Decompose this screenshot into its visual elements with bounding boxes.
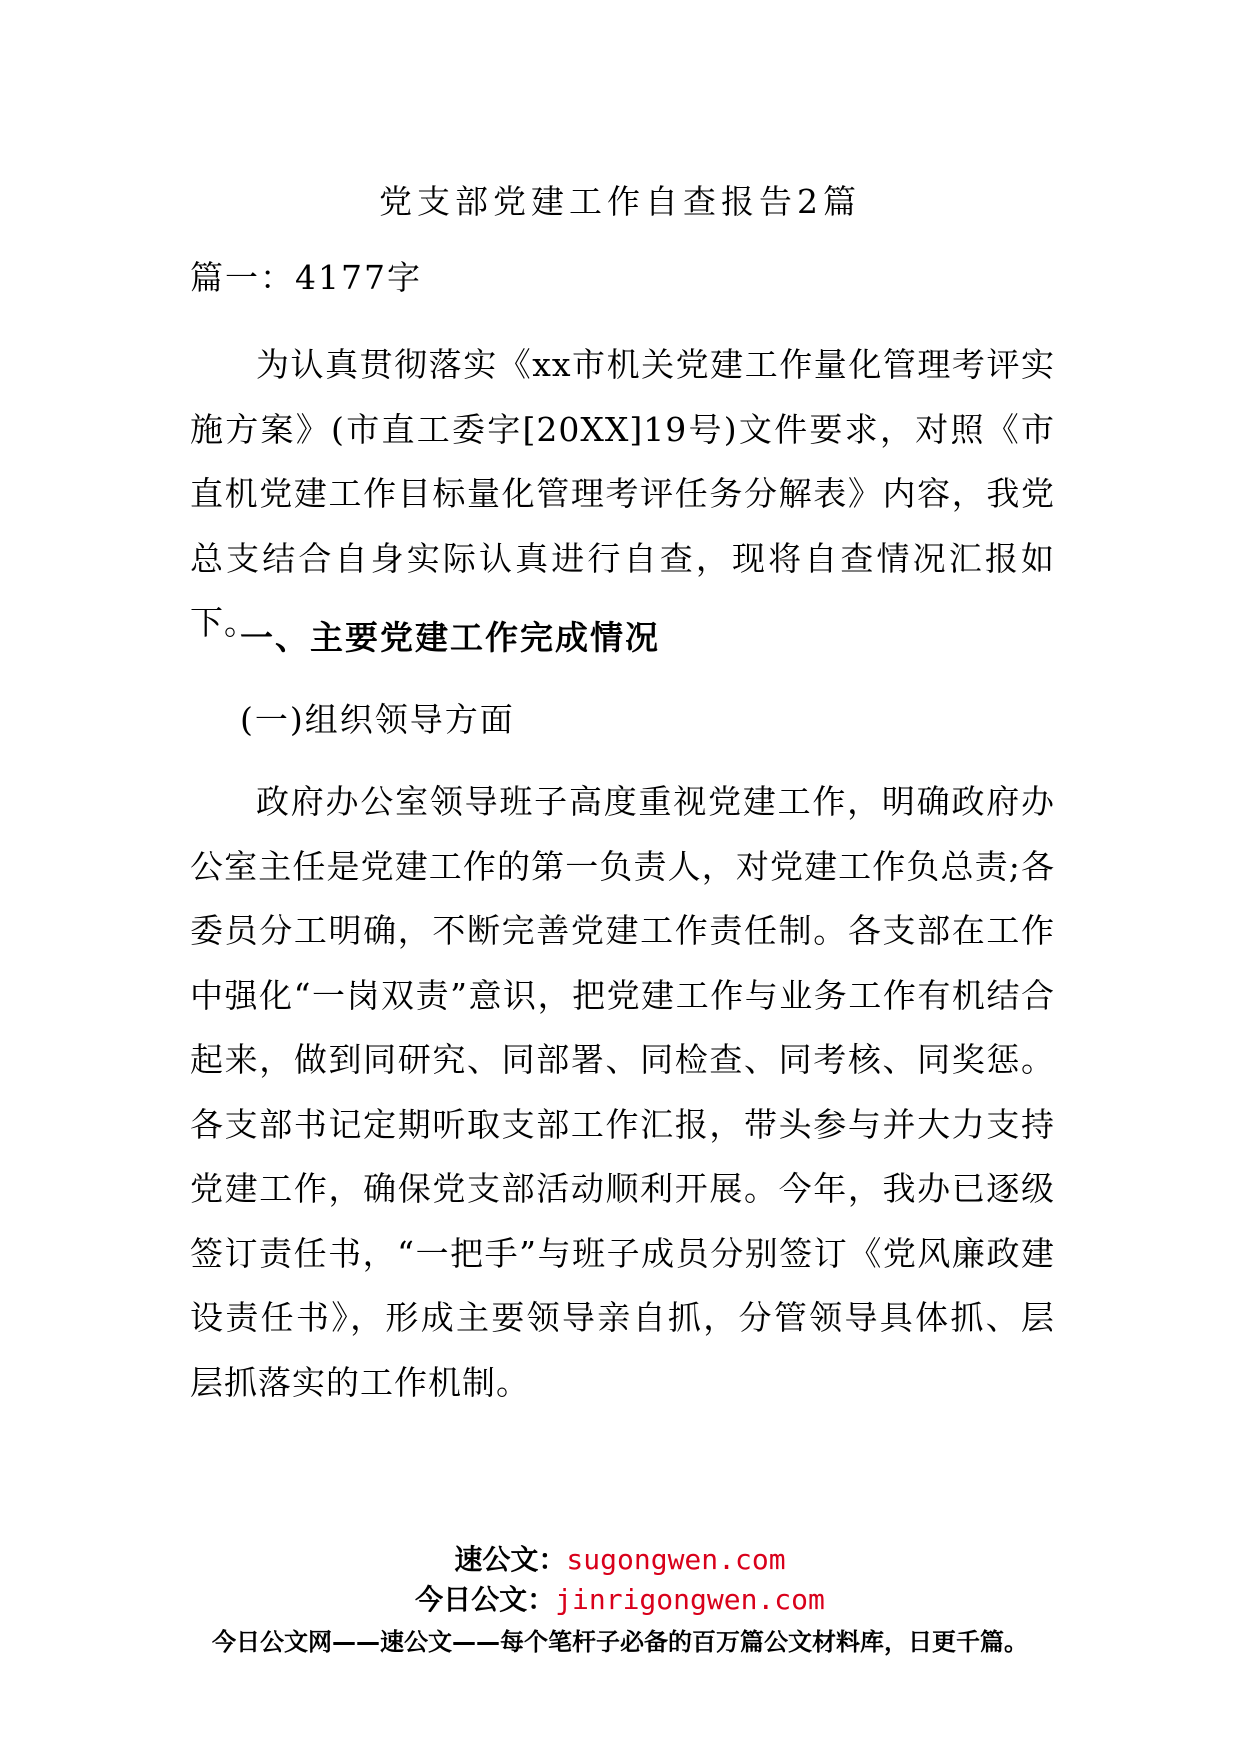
- document-subtitle: 篇一：4177字: [190, 258, 422, 297]
- section-heading: 一、主要党建工作完成情况: [240, 618, 660, 657]
- footer-jinrigongwen: [0, 1582, 1240, 1618]
- footer-jinrigongwen-label: 今日公文：: [415, 1583, 556, 1616]
- intro-paragraph: 为认真贯彻落实《xx市机关党建工作量化管理考评实施方案》(市直工委字[20XX]19号)文件要求，对照《市直机党建工作目标量化管理考评任务分解表》内容，我党总支结合自身实际认真进行自查，现将自查情况汇报如下。: [190, 345, 1055, 642]
- footer-sugongwen: [0, 1542, 1240, 1578]
- footer-sugongwen-label: 速公文：: [454, 1543, 567, 1576]
- footer-slogan: 今日公文网——速公文——每个笔杆子必备的百万篇公文材料库，日更千篇。: [212, 1628, 1028, 1656]
- document-title: 党支部党建工作自查报告2篇: [379, 182, 861, 221]
- section-subheading: (一)组织领导方面: [240, 700, 515, 739]
- footer-jinrigongwen-link[interactable]: jinrigongwen.com: [555, 1583, 825, 1616]
- footer-sugongwen-link[interactable]: sugongwen.com: [566, 1543, 786, 1576]
- body-paragraph: 政府办公室领导班子高度重视党建工作，明确政府办公室主任是党建工作的第一负责人，对党建工作负总责;各委员分工明确，不断完善党建工作责任制。各支部在工作中强化“一岗双责”意识，把党建工作与业务工作有机结合起来，做到同研究、同部署、同检查、同考核、同奖惩。各支部书记定期听取支部工作汇报，带头参与并大力支持党建工作，确保党支部活动顺利开展。今年，我办已逐级签订责任书，“一把手”与班子成员分别签订《党风廉政建设责任书》，形成主要领导亲自抓，分管领导具体抓、层层抓落实的工作机制。: [190, 782, 1055, 1402]
